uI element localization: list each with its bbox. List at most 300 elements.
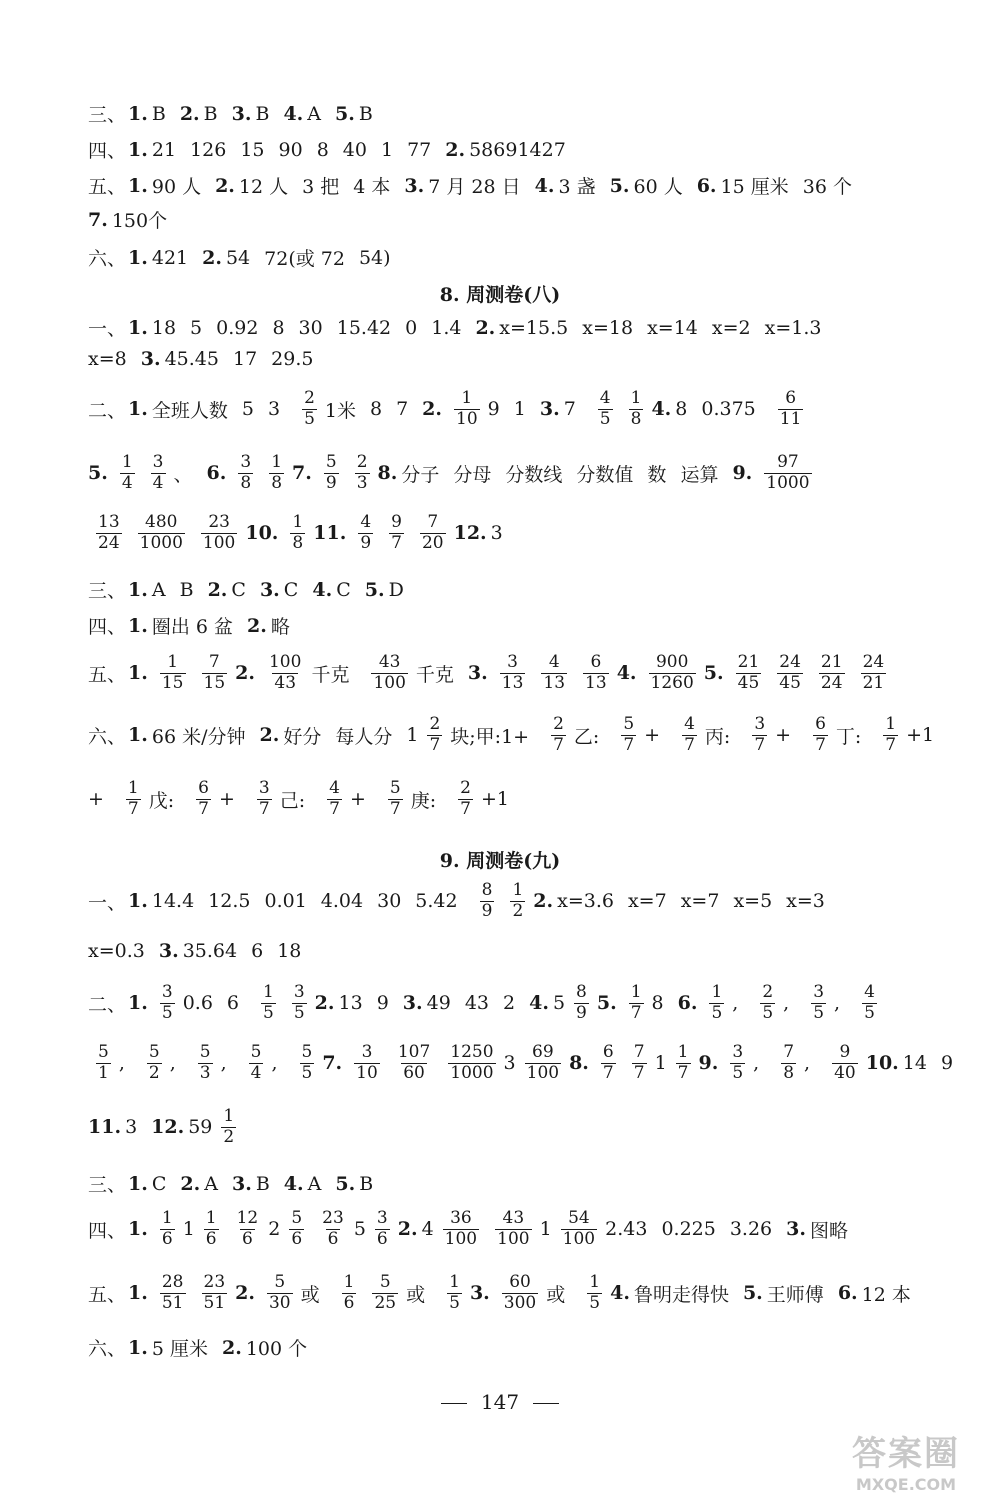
fraction-denominator: 7: [127, 798, 139, 819]
fraction-numerator: 7: [633, 1042, 645, 1062]
watermark-logo: [826, 1426, 986, 1492]
fraction: [138, 514, 185, 553]
answer-text: +1: [906, 724, 935, 747]
fraction-numerator: 3: [258, 778, 270, 798]
fraction: [861, 654, 887, 693]
answer-line: [88, 1334, 948, 1361]
answer-text: 14: [902, 1052, 927, 1075]
fraction-numerator: 900: [655, 652, 689, 672]
fraction-numerator: 7: [427, 512, 439, 532]
fraction-denominator: 45: [737, 672, 760, 693]
footer-dash-left: [441, 1403, 467, 1404]
section-label: 三、: [88, 1174, 127, 1196]
fraction: [202, 1274, 228, 1313]
fraction-numerator: 6: [590, 652, 602, 672]
question-number: 2.: [533, 890, 554, 913]
fraction-numerator: 1: [271, 452, 283, 472]
fraction-numerator: 1: [885, 714, 897, 734]
fraction-denominator: 24: [98, 532, 120, 553]
section-label: 二、: [88, 993, 127, 1016]
answer-text: A: [307, 1172, 322, 1195]
fraction: [764, 454, 811, 493]
answer-text: 千克: [311, 663, 350, 686]
answer-text: 8: [651, 992, 664, 1015]
answer-text: x=14: [647, 316, 698, 339]
fraction-numerator: 2: [429, 714, 441, 734]
fraction-denominator: 5: [263, 1002, 274, 1023]
fraction-numerator: 3: [152, 452, 164, 472]
fraction: [649, 654, 696, 693]
answer-line: [88, 1170, 948, 1197]
fraction-denominator: 15: [161, 672, 184, 693]
answer-text: 8: [272, 316, 285, 339]
fraction: [96, 1044, 111, 1083]
question-number: 9.: [698, 1052, 719, 1075]
answer-text: 0: [405, 316, 418, 339]
answer-text: 13: [338, 992, 363, 1015]
answer-text: 7: [396, 398, 409, 421]
fraction-numerator: 2: [356, 452, 368, 472]
answer-text: 12 本: [861, 1283, 911, 1306]
answer-text: 12.5: [208, 890, 251, 913]
answer-text: 3 把: [302, 176, 340, 198]
fraction-numerator: 1: [127, 778, 139, 798]
question-number: 2.: [180, 1172, 201, 1195]
answer-text: 35.64: [182, 940, 238, 962]
fraction: [235, 1210, 261, 1249]
question-number: 2.: [259, 724, 280, 747]
fraction-numerator: 4: [684, 714, 695, 734]
answer-text: 或: [406, 1283, 426, 1306]
answer-text: x=8: [88, 348, 127, 370]
fraction-numerator: 1: [167, 652, 179, 672]
answer-text: x=2: [711, 316, 751, 339]
section-label: 四、: [88, 616, 127, 638]
fraction-denominator: 100: [562, 1228, 596, 1249]
answer-text: 6: [226, 992, 239, 1015]
fraction: [160, 654, 186, 693]
question-number: 5.: [596, 992, 617, 1015]
fraction-denominator: 10: [356, 1062, 378, 1083]
fraction-numerator: 2: [304, 388, 315, 408]
answer-text: 块;甲:1+: [450, 725, 530, 748]
fraction: [598, 390, 613, 429]
fraction-numerator: 4: [864, 982, 875, 1002]
answer-line: [88, 940, 948, 962]
fraction-denominator: 7: [633, 1062, 645, 1083]
fraction-denominator: 5: [301, 1062, 313, 1083]
question-number: 3.: [231, 102, 252, 125]
fraction-denominator: 7: [329, 798, 340, 819]
fraction-numerator: 8: [481, 880, 493, 900]
fraction-denominator: 5: [732, 1062, 744, 1083]
question-number: 1.: [128, 1172, 148, 1195]
question-number: 2.: [179, 102, 200, 125]
fraction: [388, 780, 403, 819]
question-number: 11.: [313, 522, 347, 545]
question-number: 5.: [742, 1282, 763, 1305]
question-number: 7.: [322, 1052, 343, 1075]
fraction-denominator: 2: [512, 900, 524, 921]
fraction-numerator: 1: [223, 1106, 235, 1126]
answer-line: [88, 1042, 954, 1083]
fraction-numerator: 1: [589, 1272, 601, 1292]
fraction-numerator: 3: [507, 652, 518, 672]
answer-text: 鲁明走得快: [633, 1283, 729, 1306]
answer-text: 1米: [324, 399, 356, 422]
fraction-numerator: 4: [329, 778, 340, 798]
question-number: 3.: [402, 992, 423, 1015]
answer-text: 王师傅: [766, 1283, 824, 1306]
answer-text: 2.43: [605, 1218, 648, 1241]
fraction-numerator: 23: [208, 512, 230, 532]
answer-text: 分子: [401, 463, 440, 486]
fraction-numerator: 4: [599, 388, 611, 408]
section-label: 六、: [88, 248, 127, 270]
answer-text: ,: [220, 1052, 227, 1075]
fraction-numerator: 3: [240, 452, 252, 472]
fraction: [574, 984, 589, 1023]
mixed-whole-number: 4: [421, 1218, 434, 1241]
fraction: [249, 1044, 264, 1083]
fraction-numerator: 23: [322, 1208, 344, 1228]
answer-text: 、: [173, 463, 193, 486]
answer-text: 77: [407, 138, 432, 161]
question-number: 1.: [128, 614, 148, 637]
answer-text: C: [231, 578, 246, 601]
fraction: [375, 1210, 390, 1249]
answer-line: [88, 882, 948, 921]
answer-text: 14.4: [151, 890, 195, 913]
question-number: 1.: [128, 398, 148, 421]
fraction-numerator: 6: [198, 778, 209, 798]
answer-text: +: [349, 788, 366, 811]
answer-text: 5 厘米: [151, 1338, 208, 1360]
question-number: 1.: [128, 246, 148, 269]
fraction-denominator: 7: [602, 1062, 614, 1083]
answer-text: 1: [513, 398, 526, 421]
fraction-denominator: 5: [589, 1292, 601, 1313]
fraction-denominator: 1000: [766, 472, 810, 493]
answer-text: 5.42: [415, 890, 458, 913]
answer-text: 5: [190, 316, 203, 339]
fraction-numerator: 2: [460, 778, 471, 798]
fraction: [587, 1274, 602, 1313]
fraction-denominator: 1260: [650, 672, 694, 693]
answer-text: 图略: [810, 1219, 849, 1242]
question-number: 4.: [312, 578, 333, 601]
fraction: [583, 654, 609, 693]
answer-text: 千克: [415, 663, 454, 686]
question-number: 10.: [865, 1052, 899, 1075]
question-number: 3.: [158, 940, 179, 962]
fraction-numerator: 5: [250, 1042, 262, 1062]
question-number: 3.: [467, 662, 488, 685]
fraction-numerator: 5: [301, 1042, 313, 1062]
section-label: 五、: [88, 176, 127, 198]
fraction-numerator: 28: [161, 1272, 184, 1292]
answer-text: C: [283, 578, 299, 601]
section-9-title: 9. 周测卷(九): [439, 850, 561, 872]
fraction: [777, 654, 803, 693]
fraction: [454, 390, 480, 429]
fraction-numerator: 1: [449, 1272, 460, 1292]
fraction-denominator: 6: [376, 1228, 388, 1249]
fraction-numerator: 4: [360, 512, 372, 532]
fraction-denominator: 100: [373, 672, 406, 693]
fraction: [510, 882, 525, 921]
fraction: [883, 716, 898, 755]
fraction: [682, 716, 697, 755]
fraction: [632, 1044, 647, 1083]
answer-text: 3 盏: [558, 176, 596, 198]
fraction: [541, 654, 567, 693]
question-number: 2.: [222, 1336, 242, 1359]
fraction-denominator: 7: [389, 798, 401, 819]
fraction: [480, 882, 495, 921]
fraction-numerator: 6: [785, 388, 797, 408]
section-label: 六、: [88, 1338, 127, 1360]
fraction-numerator: 5: [325, 452, 337, 472]
mixed-whole-number: 1: [539, 1218, 552, 1241]
fraction-denominator: 43: [274, 672, 297, 693]
fraction-numerator: 43: [378, 652, 401, 672]
fraction-numerator: 60: [509, 1272, 531, 1292]
fraction: [267, 1274, 293, 1313]
fraction-denominator: 6: [242, 1228, 253, 1249]
answer-text: 己:: [279, 789, 306, 812]
answer-text: 45.45: [164, 348, 219, 370]
fraction-denominator: 5: [864, 1002, 875, 1023]
answer-text: 运算: [680, 463, 719, 486]
mixed-whole-number: 1: [182, 1218, 195, 1241]
fraction-denominator: 6: [327, 1228, 339, 1249]
fraction: [151, 454, 166, 493]
answer-text: +: [775, 724, 792, 747]
fraction: [443, 1210, 479, 1249]
question-number: 4.: [283, 102, 304, 125]
fraction: [752, 716, 767, 755]
fraction-numerator: 9: [839, 1042, 851, 1062]
mixed-whole-number: 1: [654, 1052, 667, 1075]
answer-line: [88, 206, 948, 233]
fraction-numerator: 6: [815, 714, 826, 734]
fraction-denominator: 7: [391, 532, 402, 553]
mixed-whole-number: 5: [552, 992, 566, 1015]
answer-text: 30: [377, 890, 402, 913]
answer-text: ,: [753, 1052, 760, 1075]
answer-text: x=0.3: [88, 940, 145, 962]
answer-text: 58691427: [469, 138, 566, 161]
answer-text: 17: [232, 348, 258, 370]
fraction: [561, 1210, 597, 1249]
section-label: 三、: [88, 104, 127, 126]
mixed-whole-number: 5: [353, 1218, 366, 1241]
answer-line: [88, 454, 948, 493]
fraction-numerator: 7: [783, 1042, 795, 1062]
answer-text: 或: [546, 1283, 566, 1306]
answer-text: C: [151, 1172, 167, 1195]
fraction-numerator: 1: [205, 1208, 217, 1228]
fraction-denominator: 7: [677, 1062, 689, 1083]
fraction: [502, 1274, 538, 1313]
answer-text: 9: [940, 1052, 954, 1075]
fraction-denominator: 5: [293, 1002, 305, 1023]
fraction-numerator: 5: [379, 1272, 391, 1292]
fraction: [371, 654, 407, 693]
answer-text: 分数值: [576, 463, 634, 486]
fraction-denominator: 9: [360, 532, 372, 553]
mixed-whole-number: 2: [268, 1218, 281, 1241]
question-number: 2.: [475, 316, 496, 339]
answer-text: 丙:: [704, 725, 731, 748]
question-number: 5.: [703, 662, 724, 685]
fraction: [147, 1044, 162, 1083]
answer-text: 54): [358, 246, 391, 269]
answer-text: 0.225: [661, 1218, 716, 1241]
fraction-denominator: 7: [885, 734, 897, 755]
question-number: 5.: [609, 174, 630, 197]
answer-text: 或: [300, 1283, 320, 1306]
fraction-denominator: 300: [503, 1292, 537, 1313]
question-number: 2.: [202, 246, 222, 269]
answer-text: 5: [241, 398, 254, 421]
question-number: 3.: [404, 174, 425, 197]
answer-text: D: [388, 578, 404, 601]
answer-text: 18: [277, 940, 302, 962]
fraction: [327, 780, 342, 819]
answer-text: x=7: [680, 890, 720, 913]
fraction: [621, 716, 636, 755]
fraction-numerator: 5: [148, 1042, 160, 1062]
answer-text: ,: [271, 1052, 278, 1075]
fraction-numerator: 1: [630, 982, 642, 1002]
fraction: [221, 1108, 236, 1147]
answer-text: 4 本: [353, 176, 391, 198]
answer-text: 0.6: [182, 992, 213, 1015]
answer-text: 9: [487, 398, 500, 421]
fraction: [500, 654, 526, 693]
fraction: [389, 514, 404, 553]
fraction: [781, 1044, 796, 1083]
answer-text: 421: [151, 246, 189, 269]
fraction-numerator: 6: [602, 1042, 614, 1062]
answer-text: 0.92: [216, 316, 259, 339]
answer-text: B: [255, 102, 270, 125]
question-number: 4.: [534, 174, 555, 197]
fraction-denominator: 51: [203, 1292, 226, 1313]
question-number: 6.: [206, 462, 227, 485]
fraction-denominator: 7: [623, 734, 635, 755]
fraction: [160, 1274, 186, 1313]
fraction: [372, 1274, 398, 1313]
fraction: [126, 780, 141, 819]
question-number: 2.: [235, 662, 255, 685]
fraction-numerator: 107: [397, 1042, 431, 1062]
fraction-numerator: 97: [777, 452, 799, 472]
question-number: 3.: [140, 348, 161, 370]
fraction-numerator: 3: [732, 1042, 744, 1062]
fraction-numerator: 480: [145, 512, 178, 532]
fraction-numerator: 3: [161, 982, 173, 1002]
fraction-denominator: 8: [292, 532, 304, 553]
fraction-denominator: 24: [820, 672, 843, 693]
fraction-denominator: 11: [779, 408, 802, 429]
question-number: 1.: [128, 102, 148, 125]
fraction-denominator: 7: [258, 798, 270, 819]
answer-text: 6: [251, 940, 264, 962]
question-number: 5.: [364, 578, 385, 601]
answer-text: 40: [342, 138, 367, 161]
fraction-denominator: 4: [250, 1062, 262, 1083]
fraction: [447, 1274, 462, 1313]
watermark-text: 答案圈: [852, 1434, 960, 1474]
question-number: 4.: [616, 662, 637, 685]
fraction: [551, 716, 566, 755]
fraction-numerator: 1250: [450, 1042, 494, 1062]
fraction: [811, 984, 826, 1023]
fraction-denominator: 100: [444, 1228, 478, 1249]
fraction-numerator: 21: [820, 652, 843, 672]
fraction: [290, 514, 305, 553]
fraction: [813, 716, 828, 755]
answer-text: 庚:: [410, 789, 437, 812]
question-number: 7.: [292, 462, 312, 485]
answer-text: +: [218, 788, 235, 811]
answer-text: 36 个: [802, 176, 852, 198]
fraction-denominator: 10: [456, 408, 478, 429]
fraction: [676, 1044, 691, 1083]
answer-text: +1: [480, 788, 509, 811]
fraction-denominator: 60: [403, 1062, 425, 1083]
answer-text: 12 人: [238, 176, 289, 198]
answer-line: [88, 1210, 948, 1249]
fraction-numerator: 1: [630, 388, 642, 408]
fraction-denominator: 8: [630, 408, 642, 429]
mixed-whole-number: 3: [503, 1052, 516, 1075]
fraction-numerator: 3: [361, 1042, 373, 1062]
fraction-numerator: 9: [391, 512, 402, 532]
answer-text: 9: [376, 992, 389, 1015]
fraction-denominator: 4: [152, 472, 164, 493]
answer-text: +: [88, 788, 104, 811]
fraction-denominator: 4: [121, 472, 133, 493]
fraction-numerator: 13: [98, 512, 120, 532]
answer-line: [88, 716, 948, 755]
section-label: 五、: [88, 1283, 127, 1306]
answer-text: 0.375: [701, 398, 756, 421]
fraction-denominator: 5: [711, 1002, 723, 1023]
question-number: 1.: [128, 138, 148, 161]
answer-text: x=5: [733, 890, 773, 913]
answer-text: B: [358, 102, 373, 125]
answer-text: ,: [118, 1052, 125, 1075]
fraction: [120, 454, 135, 493]
answer-text: 全班人数: [151, 399, 228, 422]
fraction-denominator: 7: [630, 1002, 642, 1023]
fraction-numerator: 3: [813, 982, 825, 1002]
fraction: [358, 514, 373, 553]
fraction-denominator: 1000: [139, 532, 183, 553]
fraction-denominator: 7: [429, 734, 441, 755]
fraction-numerator: 1: [711, 982, 723, 1002]
answer-text: 1.4: [431, 316, 462, 339]
fraction-denominator: 5: [762, 1002, 774, 1023]
answer-text: 2: [503, 992, 516, 1015]
question-number: 1.: [128, 724, 148, 747]
question-number: 4.: [610, 1282, 630, 1305]
fraction-denominator: 13: [543, 672, 566, 693]
